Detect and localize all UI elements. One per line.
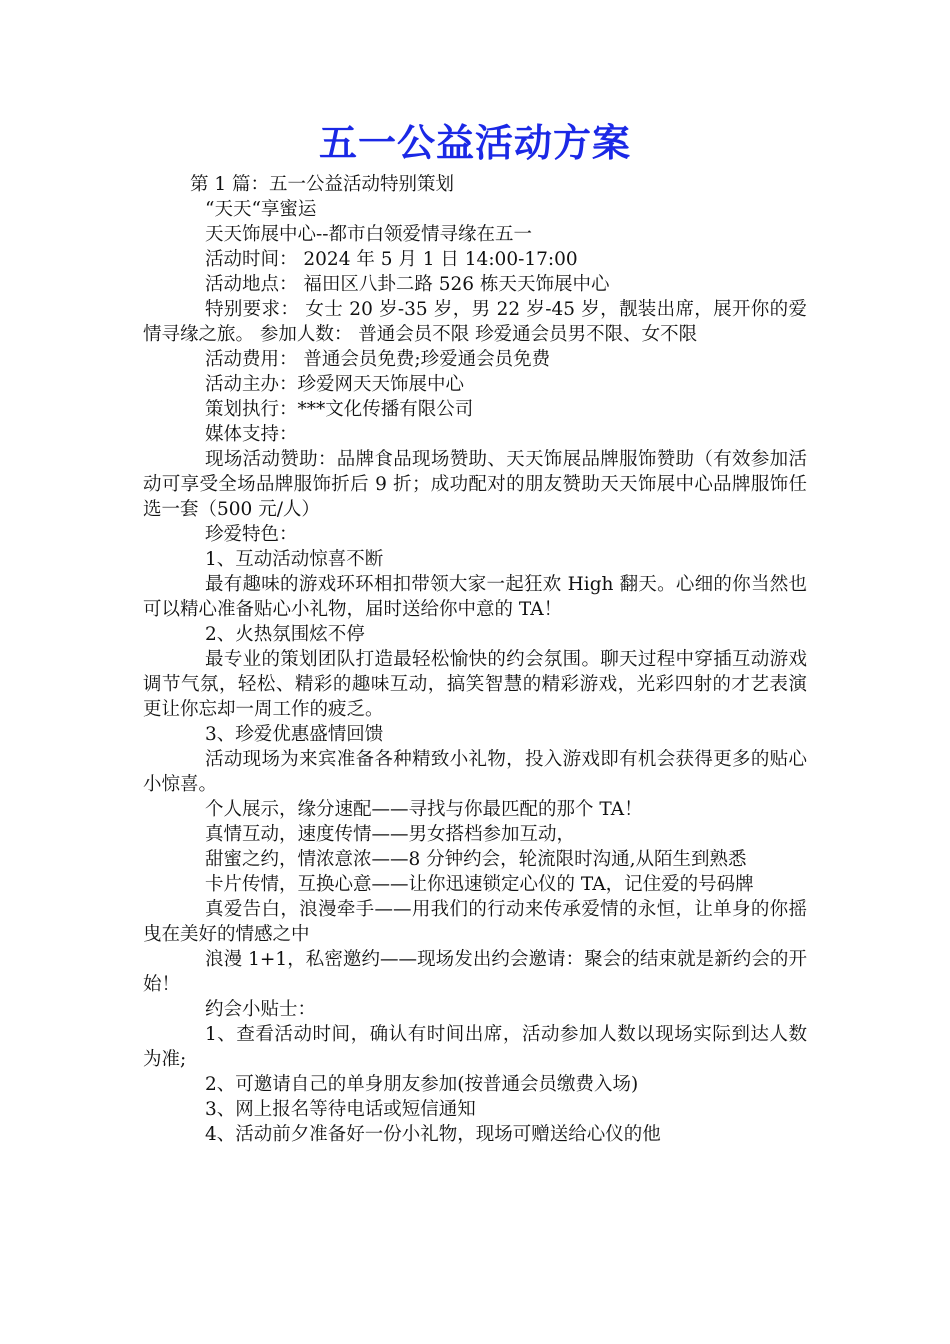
paragraph: 珍爱特色： [205,524,298,545]
paragraph: 媒体支持： [205,424,298,445]
paragraph: “天天“享蜜运 [205,199,317,220]
paragraph: 天天饰展中心--都市白领爱情寻缘在五一 [205,224,533,245]
paragraph: 1、互动活动惊喜不断 [205,549,384,570]
paragraph: 2、可邀请自己的单身朋友参加(按普通会员缴费入场) [205,1074,639,1095]
paragraph: 真爱告白，浪漫牵手——用我们的行动来传承爱情的永恒，让单身的你摇曳在美好的情感之中 [143,899,807,945]
paragraph: 浪漫 1+1，私密邀约——现场发出约会邀请：聚会的结束就是新约会的开始！ [143,949,807,995]
document-body [143,172,807,1147]
paragraph: 最专业的策划团队打造最轻松愉快的约会氛围。聊天过程中穿插互动游戏调节气氛，轻松、精彩的趣味互动，搞笑智慧的精彩游戏，光彩四射的才艺表演更让你忘却一周工作的疲乏。 [143,649,807,720]
paragraph: 活动主办：珍爱网天天饰展中心 [205,374,465,395]
paragraph: 特别要求： 女士 20 岁-35 岁，男 22 岁-45 岁，靓装出席，展开你的爱情寻缘之旅。 参加人数： 普通会员不限 珍爱通会员男不限、女不限 [143,299,807,345]
paragraph: 卡片传情，互换心意——让你迅速锁定心仪的 TA，记住爱的号码牌 [205,874,754,895]
document-title: 五一公益活动方案 [318,120,631,165]
paragraph: 策划执行：***文化传播有限公司 [205,399,474,420]
paragraph: 活动时间： 2024 年 5 月 1 日 14:00-17:00 [205,249,578,270]
paragraph: 约会小贴士： [205,999,317,1020]
paragraph: 2、火热氛围炫不停 [205,624,365,645]
paragraph: 第 1 篇：五一公益活动特别策划 [190,174,455,195]
paragraph: 3、珍爱优惠盛情回馈 [205,724,384,745]
paragraph: 4、活动前夕准备好一份小礼物，现场可赠送给心仪的他 [205,1124,661,1145]
paragraph: 现场活动赞助：品牌食品现场赞助、天天饰展品牌服饰赞助（有效参加活动可享受全场品牌服饰折后 9 折；成功配对的朋友赞助天天饰展中心品牌服饰任选一套（500 元/人） [143,449,807,520]
paragraph: 活动地点： 福田区八卦二路 526 栋天天饰展中心 [205,274,610,295]
paragraph: 活动费用： 普通会员免费;珍爱通会员免费 [205,349,551,370]
paragraph: 3、网上报名等待电话或短信通知 [205,1099,476,1120]
paragraph: 甜蜜之约，情浓意浓——8 分钟约会，轮流限时沟通,从陌生到熟悉 [205,849,747,870]
paragraph: 个人展示，缘分速配——寻找与你最匹配的那个 TA！ [205,799,643,820]
paragraph: 真情互动，速度传情——男女搭档参加互动， [205,824,576,845]
paragraph: 活动现场为来宾准备各种精致小礼物，投入游戏即有机会获得更多的贴心小惊喜。 [143,749,807,795]
paragraph: 最有趣味的游戏环环相扣带领大家一起狂欢 High 翻天。心细的你当然也可以精心准备贴心小礼物，届时送给你中意的 TA！ [143,574,807,620]
paragraph: 1、查看活动时间，确认有时间出席，活动参加人数以现场实际到达人数为准; [143,1024,807,1070]
